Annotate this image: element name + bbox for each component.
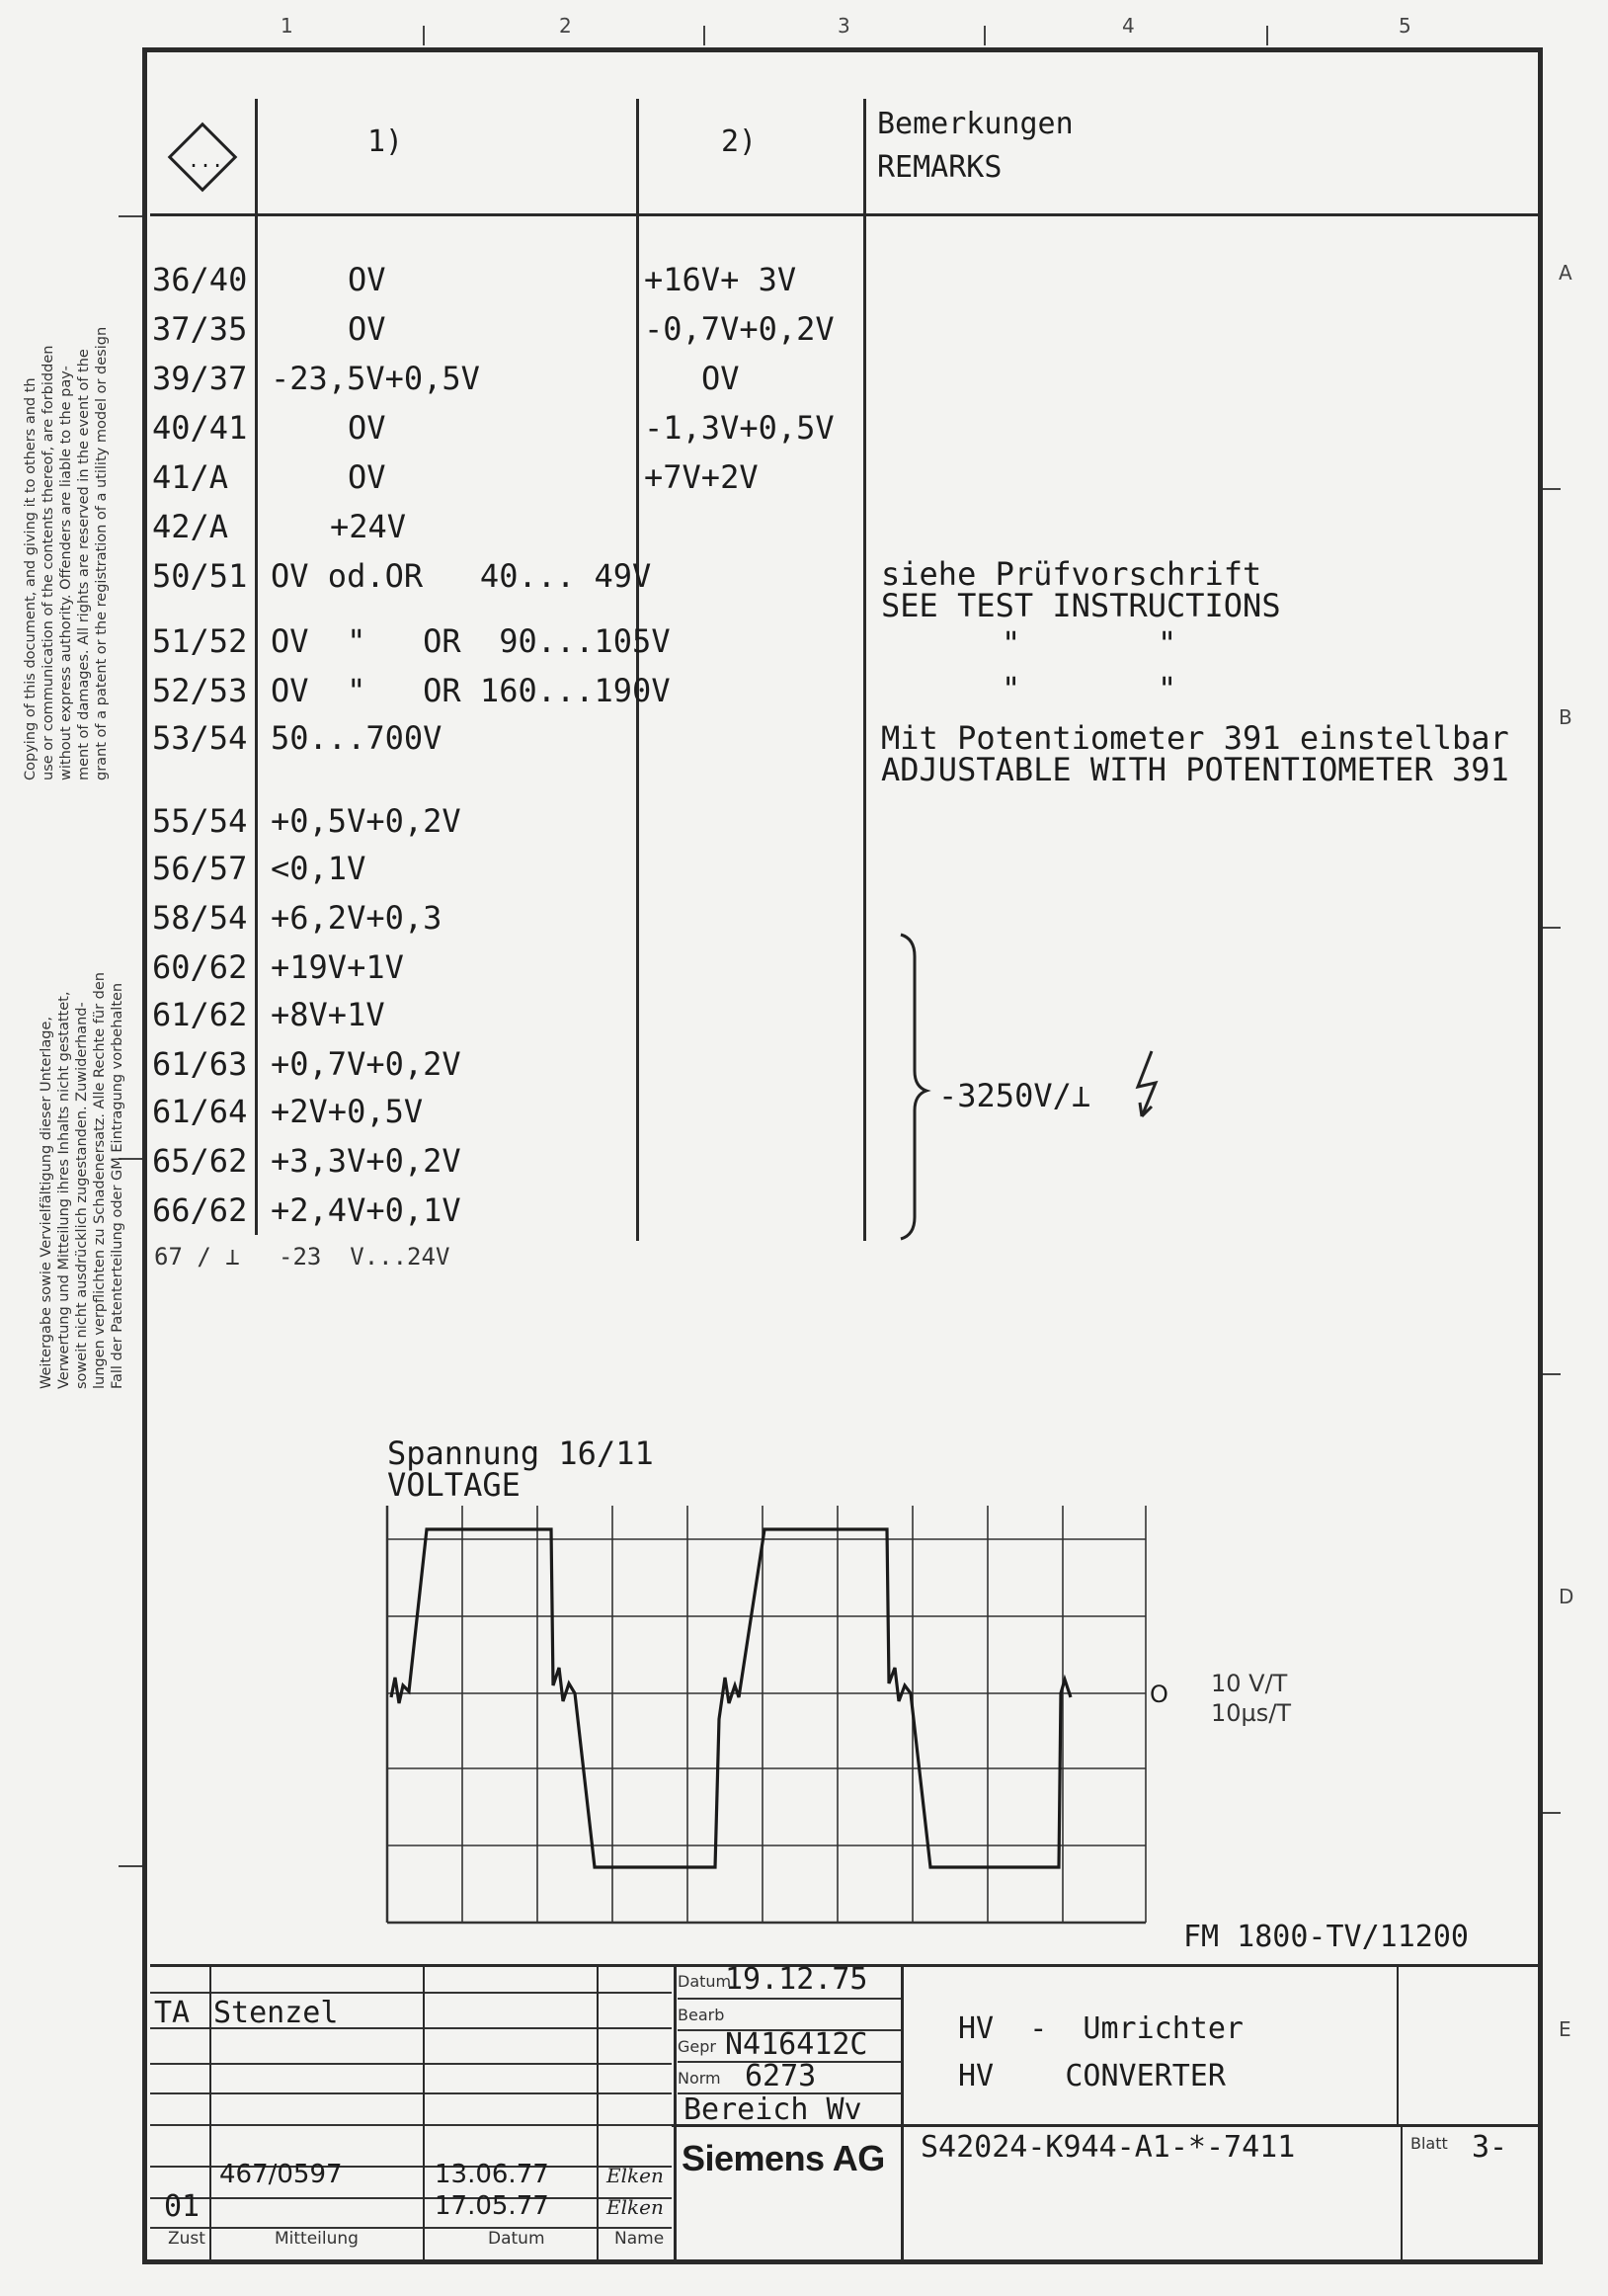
value1-cell: OV xyxy=(348,458,386,496)
rev-datum-1: 13.06.77 xyxy=(435,2160,549,2189)
col-divider-3 xyxy=(863,99,866,1241)
value1-cell: 50...700V xyxy=(271,719,442,757)
title-block-vline xyxy=(423,1966,425,2260)
title-block-line xyxy=(150,2063,672,2065)
value1-cell: +24V xyxy=(330,508,407,545)
grid-col-2: 2 xyxy=(559,14,572,38)
symbol-dots: ... xyxy=(188,148,224,172)
pin-cell: 56/57 xyxy=(152,850,248,887)
row-tick xyxy=(1543,927,1561,929)
high-voltage-icon xyxy=(1130,1047,1169,1120)
ditto-mark: " xyxy=(1158,624,1177,662)
remark-test-de: siehe Prüfvorschrift xyxy=(881,555,1262,593)
norm-value: 6273 xyxy=(745,2059,817,2093)
col-divider-2 xyxy=(636,99,639,1241)
title-de: HV - Umrichter xyxy=(958,2011,1244,2046)
rev-datum-2: 17.05.77 xyxy=(435,2191,549,2221)
value1-cell: OV xyxy=(348,409,386,447)
value1-cell: OV xyxy=(348,261,386,298)
left-tick xyxy=(119,1865,142,1867)
datum-value: 19.12.75 xyxy=(725,1962,868,1997)
remark-pot-de: Mit Potentiometer 391 einstellbar xyxy=(881,719,1509,757)
title-block-line xyxy=(150,2124,672,2126)
ditto-mark: " xyxy=(1002,670,1021,707)
value1-cell: <0,1V xyxy=(271,850,366,887)
ditto-mark: " xyxy=(1002,624,1021,662)
bearb-label: Bearb xyxy=(678,2006,725,2024)
pin-cell: 55/54 xyxy=(152,802,248,840)
row-tick xyxy=(1543,1812,1561,1814)
drafter-name: Stenzel xyxy=(213,1996,339,2030)
value2-cell: -1,3V+0,5V xyxy=(644,409,835,447)
grid-col-5: 5 xyxy=(1399,14,1411,38)
part-number: S42024-K944-A1-*-7411 xyxy=(921,2130,1296,2165)
pin-cell: 67 / ⊥ xyxy=(154,1243,240,1271)
value1-cell: OV " OR 90...105V xyxy=(271,622,671,660)
ditto-mark: " xyxy=(1158,670,1177,707)
time-scale: 10µs/T xyxy=(1211,1699,1292,1727)
pin-cell: 58/54 xyxy=(152,899,248,937)
value2-cell: +16V+ 3V xyxy=(644,261,797,298)
title-block-vline xyxy=(1401,2124,1403,2262)
pin-cell: 37/35 xyxy=(152,310,248,348)
grid-col-3: 3 xyxy=(838,14,850,38)
pin-cell: 42/A xyxy=(152,508,229,545)
col2-header: 2) xyxy=(721,124,758,159)
signature-2: Elken xyxy=(606,2195,664,2219)
value1-cell: -23 V...24V xyxy=(279,1243,450,1271)
col-mitteilung-label: Mitteilung xyxy=(275,2229,359,2249)
col-datum-label: Datum xyxy=(488,2229,545,2249)
grid-tick xyxy=(703,26,705,45)
grid-row-d: D xyxy=(1559,1585,1574,1608)
title-block-line xyxy=(150,2197,672,2199)
datum-label: Datum xyxy=(678,1972,732,1991)
remark-test-en: SEE TEST INSTRUCTIONS xyxy=(881,587,1281,624)
value1-cell: -23,5V+0,5V xyxy=(271,360,480,397)
norm-label: Norm xyxy=(678,2069,721,2088)
zero-label: O xyxy=(1150,1681,1168,1708)
pin-cell: 61/63 xyxy=(152,1045,248,1083)
grid-tick xyxy=(1266,26,1268,45)
pin-cell: 36/40 xyxy=(152,261,248,298)
pin-cell: 52/53 xyxy=(152,672,248,709)
company-name: Siemens AG xyxy=(682,2138,885,2178)
grid-tick xyxy=(423,26,425,45)
value1-cell: +6,2V+0,3 xyxy=(271,899,442,937)
value1-cell: +0,7V+0,2V xyxy=(271,1045,461,1083)
side-notice-de: Weitergabe sowie Vervielfältigung dieser Unterlage, Verwertung und Mitteilung ihres Inhalts nicht gestattet, soweit nicht ausdrücklich zugestanden. Zuwiderhand- lungen verpflichten zu Schadenersatz. Alle Rechte für den Fall der Patenterteilung oder GM Eintragung vorbehalten xyxy=(39,972,125,1389)
left-tick xyxy=(119,215,142,217)
side-notice-en: Copying of this document, and giving it to others and th use or communication of the contents thereof, are forbidden without express authority. Offenders are liable to the pay- ment of damages. All rights are reserved in the event of the grant of a patent or the registration of a utility model or design xyxy=(23,326,110,780)
pin-cell: 39/37 xyxy=(152,360,248,397)
rev-zust: 01 xyxy=(164,2189,201,2224)
pin-cell: 41/A xyxy=(152,458,229,496)
value2-cell: +7V+2V xyxy=(644,458,759,496)
pin-cell: 51/52 xyxy=(152,622,248,660)
signature-1: Elken xyxy=(606,2164,664,2187)
title-block-vline xyxy=(674,1966,677,2260)
dept-label: TA xyxy=(154,1996,191,2030)
value2-cell: OV xyxy=(701,360,740,397)
col-divider-1 xyxy=(255,99,258,1235)
value1-cell: OV xyxy=(348,310,386,348)
rev-mitteilung: 467/0597 xyxy=(219,2160,343,2189)
scope-title-de: Spannung 16/11 xyxy=(387,1435,654,1472)
title-block-vline xyxy=(1397,1966,1399,2124)
gepr-value: N416412C xyxy=(725,2027,868,2062)
pin-cell: 65/62 xyxy=(152,1142,248,1180)
col-zust-label: Zust xyxy=(168,2229,205,2249)
grid-row-b: B xyxy=(1559,705,1572,729)
value2-cell: -0,7V+0,2V xyxy=(644,310,835,348)
col1-header: 1) xyxy=(367,124,404,159)
pin-cell: 60/62 xyxy=(152,948,248,986)
remark-pot-en: ADJUSTABLE WITH POTENTIOMETER 391 xyxy=(881,751,1509,788)
value1-cell: +3,3V+0,2V xyxy=(271,1142,461,1180)
header-divider xyxy=(150,213,1539,216)
remark-hv: -3250V/⊥ xyxy=(938,1077,1091,1114)
drawing-code: FM 1800-TV/11200 xyxy=(1183,1920,1469,1954)
remarks-header-en: REMARKS xyxy=(877,150,1003,185)
blatt-value: 3- xyxy=(1472,2130,1508,2165)
value1-cell: +2,4V+0,1V xyxy=(271,1191,461,1229)
pin-cell: 61/64 xyxy=(152,1093,248,1130)
title-block-vline xyxy=(901,1966,904,2260)
grid-tick xyxy=(984,26,986,45)
value1-cell: +19V+1V xyxy=(271,948,404,986)
voltage-scale: 10 V/T xyxy=(1211,1670,1288,1697)
title-en: HV CONVERTER xyxy=(958,2059,1226,2093)
scope-title-en: VOLTAGE xyxy=(387,1466,521,1504)
pin-cell: 66/62 xyxy=(152,1191,248,1229)
grid-row-e: E xyxy=(1559,2017,1571,2041)
pin-cell: 40/41 xyxy=(152,409,248,447)
grid-row-a: A xyxy=(1559,261,1572,285)
pin-cell: 53/54 xyxy=(152,719,248,757)
grid-col-4: 4 xyxy=(1122,14,1135,38)
title-block-line xyxy=(150,1992,672,1994)
bereich-label: Bereich Wv xyxy=(683,2092,862,2127)
value1-cell: OV od.OR 40... 49V xyxy=(271,557,652,595)
title-block-vline xyxy=(597,1966,599,2260)
remarks-header-de: Bemerkungen xyxy=(877,107,1074,141)
gepr-label: Gepr xyxy=(678,2037,716,2056)
grid-col-1: 1 xyxy=(281,14,293,38)
value1-cell: +8V+1V xyxy=(271,996,385,1033)
row-tick xyxy=(1543,1373,1561,1375)
title-block-vline xyxy=(209,1966,211,2260)
pin-cell: 50/51 xyxy=(152,557,248,595)
title-block-line xyxy=(678,1998,901,2000)
oscilloscope-trace xyxy=(383,1500,1156,1925)
title-block-line xyxy=(150,2092,672,2094)
value1-cell: +0,5V+0,2V xyxy=(271,802,461,840)
title-block-line xyxy=(150,2227,672,2229)
pin-cell: 61/62 xyxy=(152,996,248,1033)
value1-cell: +2V+0,5V xyxy=(271,1093,424,1130)
blatt-label: Blatt xyxy=(1410,2134,1448,2153)
row-tick xyxy=(1543,488,1561,490)
col-name-label: Name xyxy=(614,2229,665,2249)
value1-cell: OV " OR 160...190V xyxy=(271,672,671,709)
